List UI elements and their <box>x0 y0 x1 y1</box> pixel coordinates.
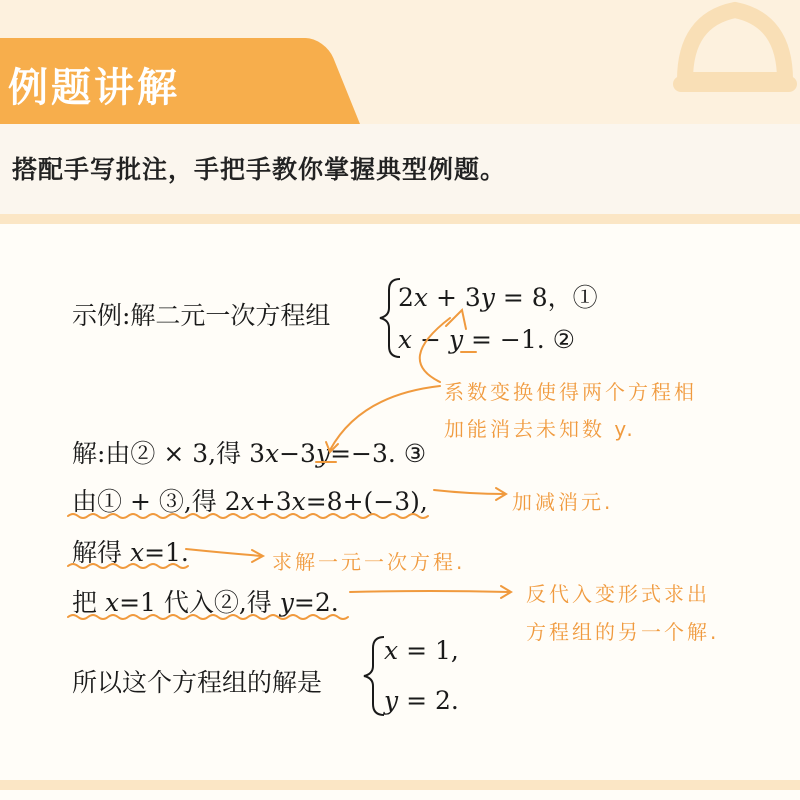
solution-line-3: 解得 x=1. <box>72 538 189 567</box>
bottom-rule <box>0 780 800 790</box>
annotation-note-1b: 加能消去未知数 y. <box>444 417 636 441</box>
bell-icon <box>655 0 800 110</box>
answer-x: x = 1, <box>384 636 459 665</box>
annotation-note-4: 反代入变形式求出 <box>526 582 710 606</box>
annotation-note-2: 加减消元. <box>512 490 614 514</box>
annotation-note-3: 求解一元一次方程. <box>272 550 466 574</box>
example-prompt: 示例:解二元一次方程组 <box>72 301 331 330</box>
annotation-note-1: 系数变换使得两个方程相 <box>444 380 697 404</box>
divider <box>0 214 800 224</box>
conclusion-text: 所以这个方程组的解是 <box>72 668 323 697</box>
solution-line-1: 解:由② × 3,得 3x−3y=−3. ③ <box>72 439 427 468</box>
solution-line-4: 把 x=1 代入②,得 y=2. <box>72 588 339 617</box>
annotation-note-4b: 方程组的另一个解. <box>526 620 720 644</box>
equation-1: 2x + 3y = 8，① <box>398 283 598 312</box>
solution-line-2: 由① + ③,得 2x+3x=8+(−3), <box>72 487 428 516</box>
answer-y: y = 2. <box>384 686 459 715</box>
section-subtitle: 搭配手写批注，手把手教你掌握典型例题。 <box>12 155 507 184</box>
section-title: 例题讲解 <box>8 65 180 111</box>
equation-2: x − y = −1. ② <box>398 325 576 354</box>
